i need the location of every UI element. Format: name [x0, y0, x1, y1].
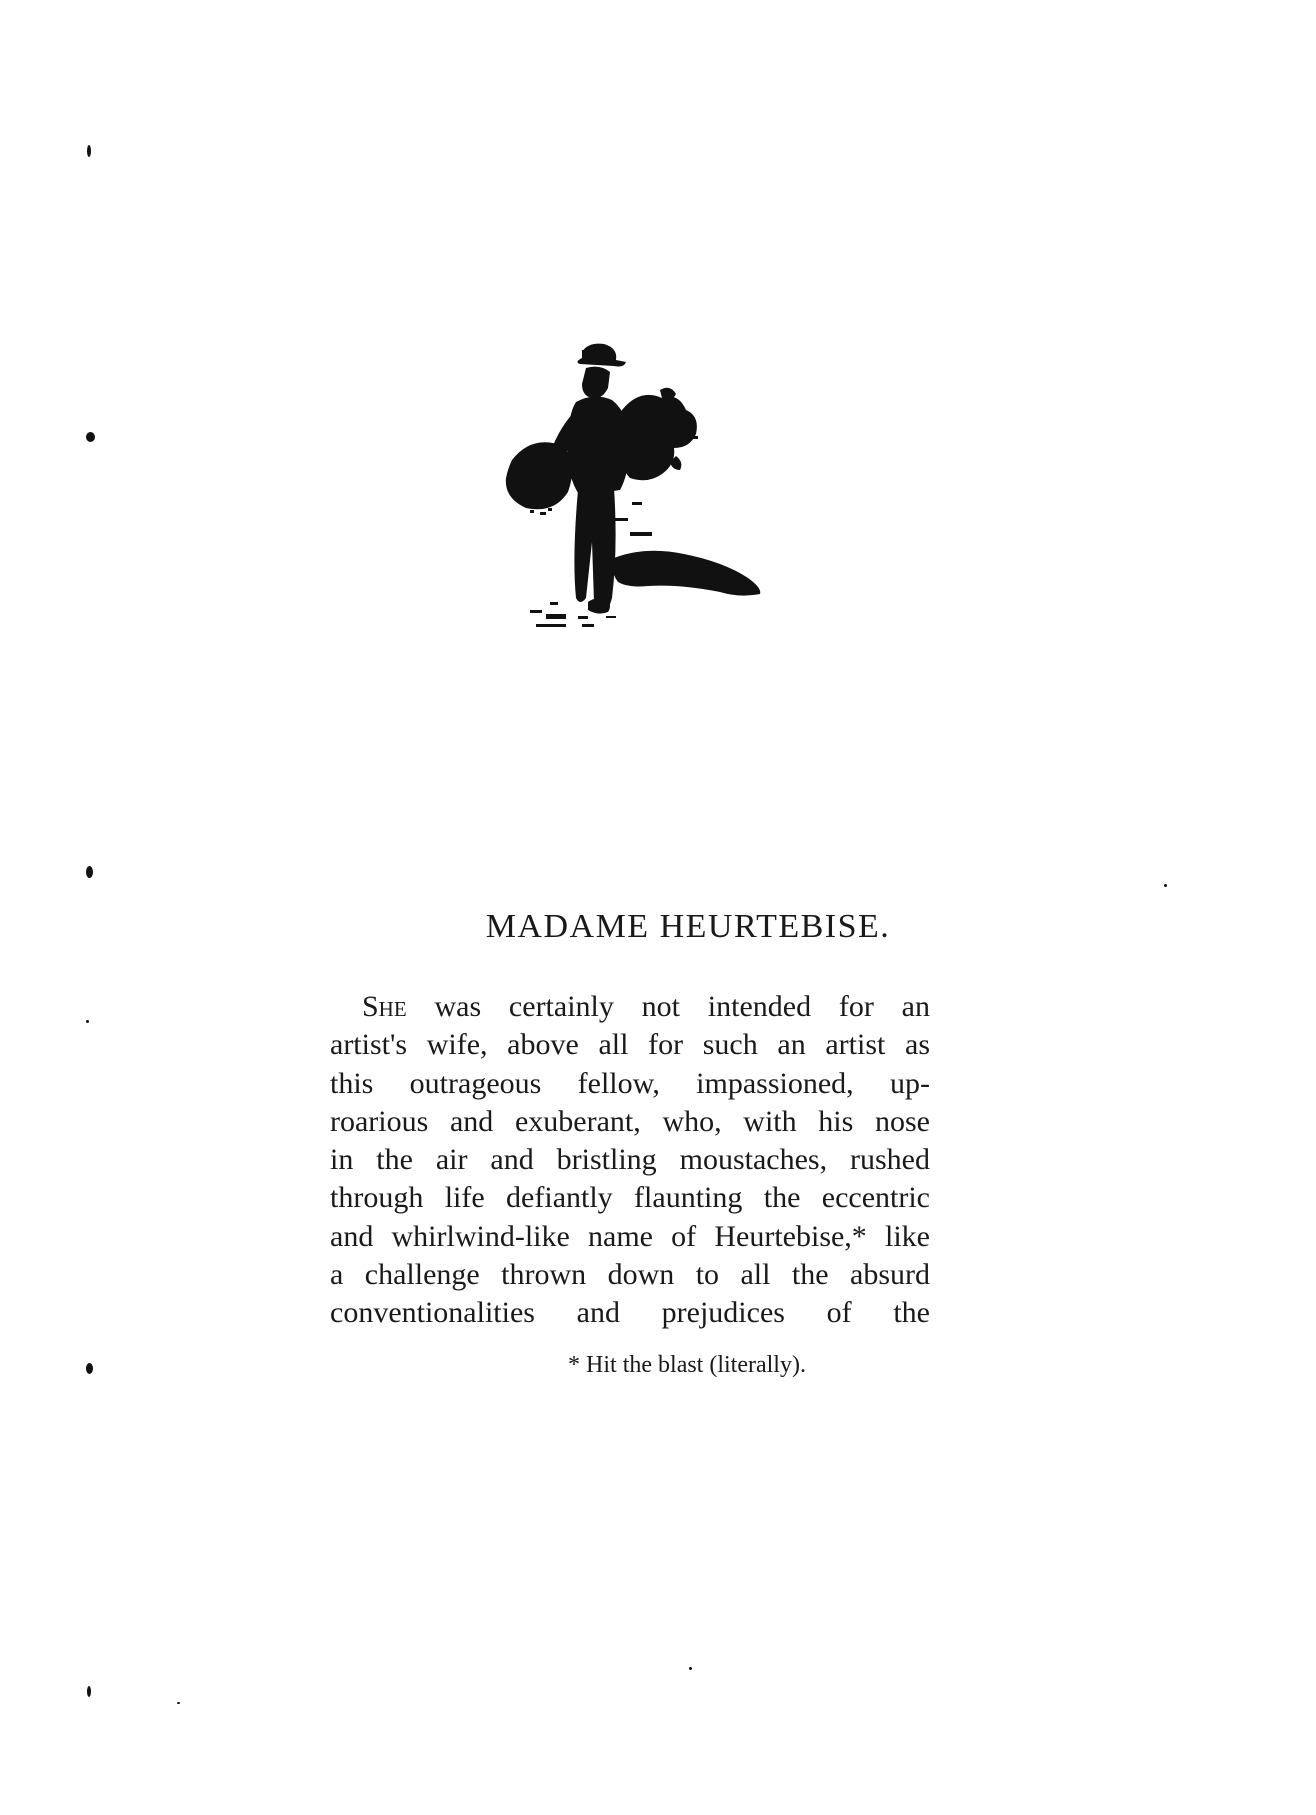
text-line-rest: was certainly not intended for an	[406, 990, 930, 1023]
margin-speck	[86, 432, 95, 442]
margin-speck	[86, 866, 93, 878]
margin-speck	[1164, 884, 1167, 887]
chapter-title	[0, 908, 1316, 946]
chapter-title-text: MADAME HEURTEBISE.	[485, 908, 891, 945]
footnote	[0, 1352, 1316, 1379]
text-line: artist's wife, above all for such an artist as	[330, 1028, 930, 1062]
margin-speck	[86, 1020, 89, 1023]
margin-speck	[689, 1667, 692, 1670]
text-line: conventionalities and prejudices of the	[330, 1296, 930, 1330]
text-line: through life defiantly flaunting the eccentric	[330, 1181, 930, 1215]
text-line: this outrageous fellow, impassioned, up-	[330, 1066, 930, 1100]
margin-speck	[87, 1686, 91, 1697]
footnote-text: * Hit the blast (literally).	[568, 1352, 806, 1378]
body-paragraph	[330, 988, 930, 1333]
text-line: roarious and exuberant, who, with his nose	[330, 1104, 930, 1138]
small-caps-lead: She	[362, 990, 407, 1023]
text-line: a challenge thrown down to all the absurd	[330, 1258, 930, 1292]
man-in-top-hat-silhouette-icon	[490, 340, 790, 730]
margin-speck	[177, 1702, 180, 1704]
text-line	[330, 988, 930, 1026]
margin-speck	[87, 145, 91, 157]
text-line: and whirlwind-like name of Heurtebise,* like	[330, 1219, 930, 1253]
text-line: in the air and bristling moustaches, rushed	[330, 1143, 930, 1177]
